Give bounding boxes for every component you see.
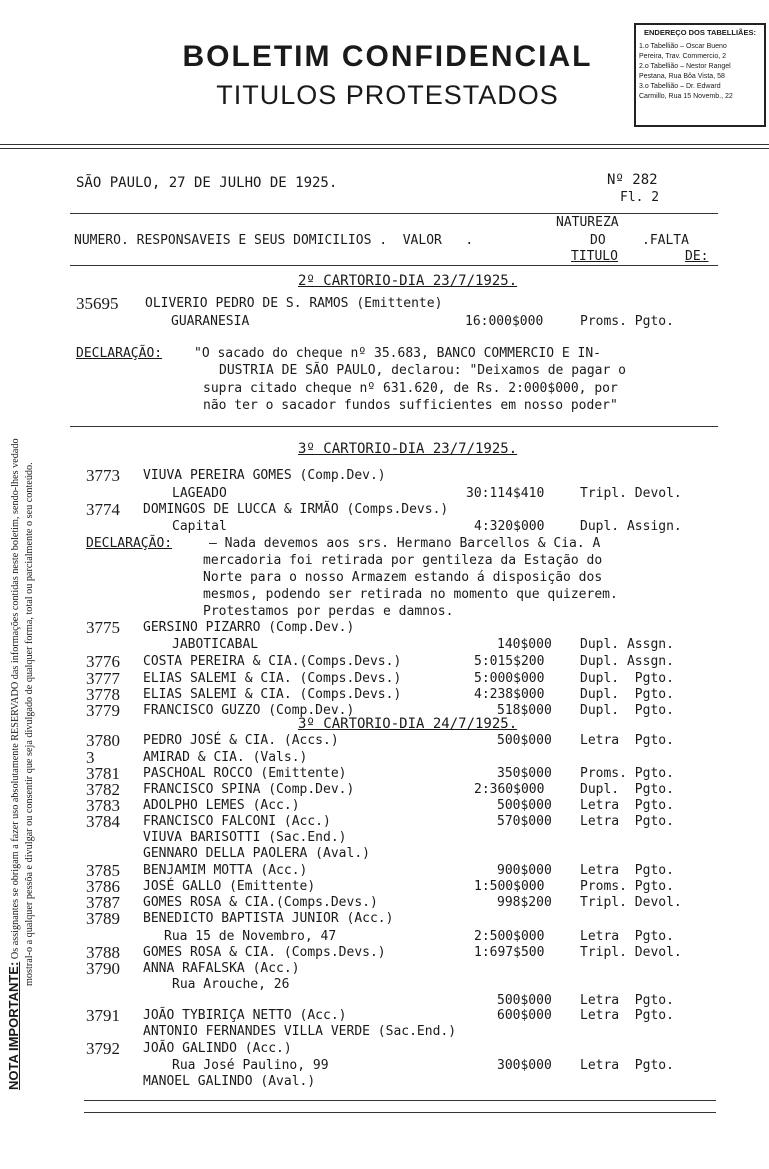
title-nature: Letra Pgto. [580, 863, 674, 878]
footer-rule [84, 1100, 716, 1101]
title-value: 1:697$500 [474, 945, 545, 960]
debtor-name: GOMES ROSA & CIA.(Comps.Devs.) [143, 895, 378, 910]
title-nature: Tripl. Devol. [580, 486, 682, 501]
declaration-label: DECLARAÇÃO: [76, 346, 163, 361]
debtor-name: OLIVERIO PEDRO DE S. RAMOS (Emittente) [145, 296, 443, 311]
title-nature: Tripl. Devol. [580, 895, 682, 910]
title-nature: Proms. Pgto. [580, 766, 674, 781]
section-title: 3º CARTORIO-DIA 24/7/1925. [298, 716, 518, 732]
co-obligor: MANOEL GALINDO (Aval.) [143, 1074, 316, 1089]
title-value: 1:500$000 [474, 879, 545, 894]
address-line: Pestana, Rua Bôa Vista, 58 [639, 73, 725, 80]
address-line: 1.o Tabellião – Oscar Bueno [639, 43, 727, 50]
protest-number: 3774 [86, 500, 120, 519]
column-natureza: DO [590, 233, 606, 248]
address-line: Carmillo, Rua 15 Novemb., 22 [639, 93, 733, 100]
debtor-name: JOÃO TYBIRIÇA NETTO (Acc.) [143, 1008, 347, 1023]
address-line: Pereira, Trav. Commercio, 2 [639, 53, 727, 60]
title-nature: Tripl. Devol. [580, 945, 682, 960]
protest-number: 3777 [86, 669, 120, 688]
declaration-text: Norte para o nosso Armazem estando á disposição dos [203, 570, 603, 585]
side-note-line: Os assignantes se obrigam a fazer uso absolutamente RESERVADO das informações contidas neste boletim, sendo-lhes vedado [10, 438, 21, 960]
declaration-text: Protestamos por perdas e damnos. [203, 604, 454, 619]
address-box-heading: ENDEREÇO DOS TABELLIÃES: [644, 28, 756, 37]
debtor-name: PASCHOAL ROCCO (Emittente) [143, 766, 347, 781]
protest-number: 3783 [86, 796, 120, 815]
debtor-name: ELIAS SALEMI & CIA. (Comps.Devs.) [143, 671, 402, 686]
protest-number: 3782 [86, 780, 120, 799]
debtor-name: DOMINGOS DE LUCCA & IRMÃO (Comps.Devs.) [143, 502, 449, 517]
title-value: 600$000 [497, 1008, 552, 1023]
title-nature: Letra Pgto. [580, 733, 674, 748]
declaration-label: DECLARAÇÃO: [86, 536, 173, 551]
title-value: 518$000 [497, 703, 552, 718]
title-nature: Proms. Pgto. [580, 314, 674, 329]
declaration-text: "O sacado do cheque nº 35.683, BANCO COMMERCIO E IN- [194, 346, 601, 361]
protest-number: 3784 [86, 812, 120, 831]
title-value: 5:000$000 [474, 671, 545, 686]
title-value: 4:238$000 [474, 687, 545, 702]
debtor-name: ELIAS SALEMI & CIA. (Comps.Devs.) [143, 687, 402, 702]
debtor-name: ANNA RAFALSKA (Acc.) [143, 961, 300, 976]
declaration-text: mesmos, podendo ser retirada no momento que quizerem. [203, 587, 618, 602]
debtor-name: FRANCISCO SPINA (Comp.Dev.) [143, 782, 355, 797]
declaration-text: DUSTRIA DE SÃO PAULO, declarou: "Deixamos de pagar o [219, 363, 626, 378]
title-value: 900$000 [497, 863, 552, 878]
debtor-domicile: LAGEADO [172, 486, 227, 501]
protest-number: 3776 [86, 652, 120, 671]
section-rule [70, 426, 718, 427]
title-nature: Letra Pgto. [580, 929, 674, 944]
declaration-text: não ter o sacador fundos sufficientes em nosso poder" [203, 398, 618, 413]
title-value: 350$000 [497, 766, 552, 781]
debtor-name: BENJAMIM MOTTA (Acc.) [143, 863, 308, 878]
bulletin-number: Nº 282 [607, 172, 658, 188]
title-nature: Dupl. Pgto. [580, 687, 674, 702]
debtor-name: FRANCISCO GUZZO (Comp.Dev.) [143, 703, 355, 718]
title-value: 2:500$000 [474, 929, 545, 944]
debtor-name: GERSINO PIZARRO (Comp.Dev.) [143, 620, 355, 635]
protest-number: 3779 [86, 701, 120, 720]
column-natureza: NATUREZA [556, 215, 619, 230]
title-value: 5:015$200 [474, 654, 545, 669]
debtor-domicile: Rua José Paulino, 99 [172, 1058, 329, 1073]
debtor-domicile: JABOTICABAL [172, 637, 259, 652]
debtor-name: BENEDICTO BAPTISTA JUNIOR (Acc.) [143, 911, 394, 926]
protest-number: 3786 [86, 877, 120, 896]
side-note-line: mostral-o a qualquer pessôa e divulgar ou consentir que seja divulgado de qualquer forma, total ou parcialmente o seu conteúdo. [24, 462, 35, 986]
title-nature: Letra Pgto. [580, 1058, 674, 1073]
column-header-rule [70, 213, 718, 214]
title-nature: Dupl. Pgto. [580, 671, 674, 686]
debtor-name: VIUVA PEREIRA GOMES (Comp.Dev.) [143, 468, 386, 483]
title-nature: Dupl. Assign. [580, 519, 682, 534]
title-value: 300$000 [497, 1058, 552, 1073]
title-nature: Letra Pgto. [580, 1008, 674, 1023]
protest-number: 3792 [86, 1039, 120, 1058]
co-obligor: GENNARO DELLA PAOLERA (Aval.) [143, 846, 370, 861]
debtor-name: ADOLPHO LEMES (Acc.) [143, 798, 300, 813]
co-obligor: ANTONIO FERNANDES VILLA VERDE (Sac.End.) [143, 1024, 457, 1039]
debtor-name: JOSÉ GALLO (Emittente) [143, 879, 316, 894]
column-header-rule [70, 265, 718, 266]
debtor-domicile: Rua 15 de Novembro, 47 [164, 929, 337, 944]
title-value: 500$000 [497, 798, 552, 813]
title-value: 998$200 [497, 895, 552, 910]
protest-number: 3785 [86, 861, 120, 880]
title-nature: Dupl. Pgto. [580, 782, 674, 797]
column-header: NUMERO. RESPONSAVEIS E SEUS DOMICILIOS . VALOR . [74, 233, 474, 248]
debtor-domicile: GUARANESIA [171, 314, 250, 329]
address-line: 2.o Tabellião – Nestor Rangel [639, 63, 731, 70]
column-falta: .FALTA [642, 233, 689, 248]
section-title: 2º CARTORIO-DIA 23/7/1925. [298, 273, 518, 289]
title-nature: Dupl. Assgn. [580, 654, 674, 669]
column-falta: DE: [685, 249, 709, 264]
debtor-name: JOÃO GALINDO (Acc.) [143, 1041, 292, 1056]
title-value: 16:000$000 [465, 314, 544, 329]
title-nature: Dupl. Assgn. [580, 637, 674, 652]
sheet-number: Fl. 2 [620, 190, 660, 205]
footer-rule [84, 1112, 716, 1113]
title-value: 500$000 [497, 733, 552, 748]
title-nature: Dupl. Pgto. [580, 703, 674, 718]
title-value: 570$000 [497, 814, 552, 829]
protest-number: 3778 [86, 685, 120, 704]
declaration-text: – Nada devemos aos srs. Hermano Barcellos & Cia. A [209, 536, 601, 551]
protest-number: 3789 [86, 909, 120, 928]
address-line: 3.o Tabellião – Dr. Edward [639, 83, 721, 90]
declaration-text: mercadoria foi retirada por gentileza da Estação do [203, 553, 603, 568]
bulletin-title: BOLETIM CONFIDENCIAL [182, 40, 593, 73]
bulletin-subtitle: TITULOS PROTESTADOS [216, 80, 559, 110]
title-nature: Letra Pgto. [580, 993, 674, 1008]
protest-number: 3 [86, 748, 95, 767]
title-value: 500$000 [497, 993, 552, 1008]
protest-number: 3787 [86, 893, 120, 912]
debtor-name: PEDRO JOSÉ & CIA. (Accs.) [143, 733, 339, 748]
section-title: 3º CARTORIO-DIA 23/7/1925. [298, 441, 518, 457]
declaration-text: supra citado cheque nº 631.620, de Rs. 2:000$000, por [203, 381, 618, 396]
debtor-domicile: Capital [172, 519, 227, 534]
protest-number: 3780 [86, 731, 120, 750]
title-value: 30:114$410 [466, 486, 545, 501]
protest-number: 3773 [86, 466, 120, 485]
side-note-label: NOTA IMPORTANTE: [6, 961, 21, 1090]
debtor-name: GOMES ROSA & CIA. (Comps.Devs.) [143, 945, 386, 960]
protest-number: 3791 [86, 1006, 120, 1025]
protest-number: 3775 [86, 618, 120, 637]
date-line: SÃO PAULO, 27 DE JULHO DE 1925. [76, 175, 338, 191]
title-value: 4:320$000 [474, 519, 545, 534]
debtor-name: FRANCISCO FALCONI (Acc.) [143, 814, 331, 829]
title-nature: Letra Pgto. [580, 814, 674, 829]
protest-number: 3788 [86, 943, 120, 962]
title-nature: Proms. Pgto. [580, 879, 674, 894]
debtor-name: AMIRAD & CIA. (Vals.) [143, 750, 308, 765]
debtor-domicile: Rua Arouche, 26 [172, 977, 290, 992]
title-value: 2:360$000 [474, 782, 545, 797]
co-obligor: VIUVA BARISOTTI (Sac.End.) [143, 830, 347, 845]
title-nature: Letra Pgto. [580, 798, 674, 813]
title-value: 140$000 [497, 637, 552, 652]
debtor-name: COSTA PEREIRA & CIA.(Comps.Devs.) [143, 654, 402, 669]
protest-number: 3781 [86, 764, 120, 783]
column-natureza: TITULO [571, 249, 618, 264]
protest-number: 35695 [76, 294, 119, 313]
protest-number: 3790 [86, 959, 120, 978]
